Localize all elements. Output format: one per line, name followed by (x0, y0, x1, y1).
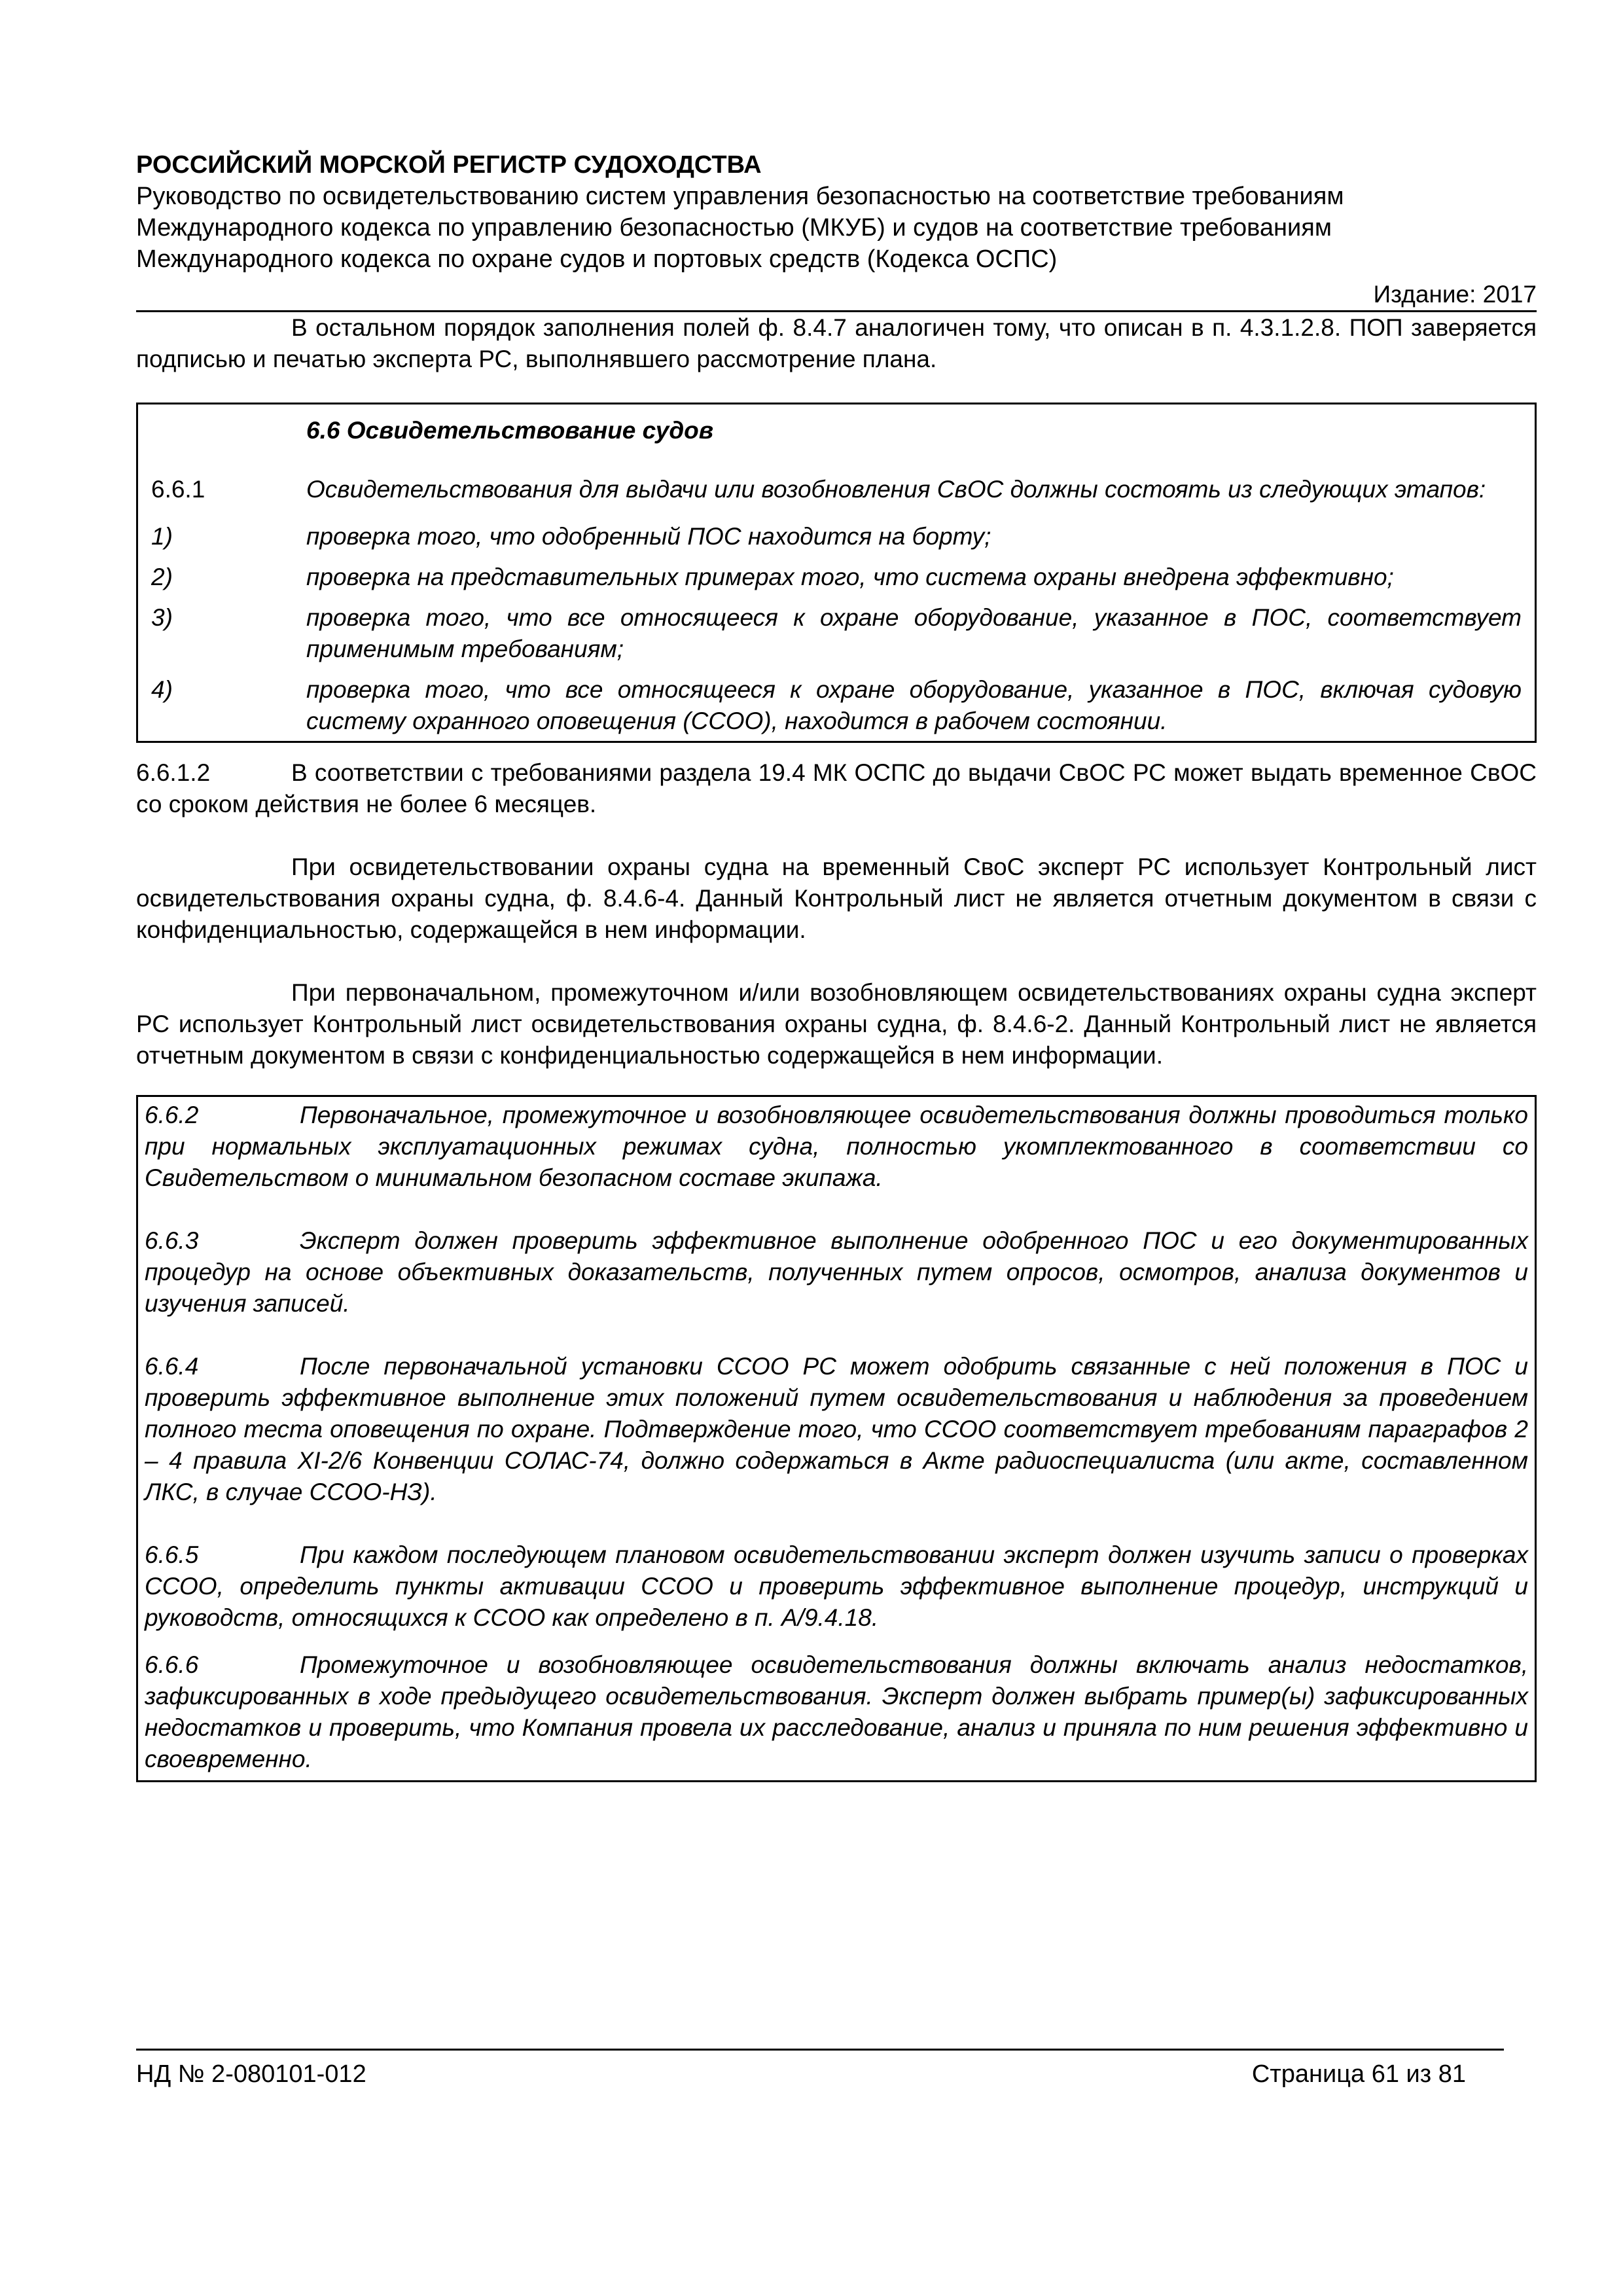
paragraph-6-6-1 (151, 474, 1522, 505)
paragraph-number: 6.6.1 (151, 476, 205, 503)
list-item-text: проверка того, что все относящееся к охране оборудование, указанное в ПОС, включая судовую систему охранного оповещения (ССОО), находится в рабочем состоянии. (306, 676, 1522, 734)
paragraph-6-6-6 (145, 1649, 1528, 1775)
paragraph-6-6-5 (145, 1539, 1528, 1634)
edition-label: Издание: 2017 (1373, 281, 1537, 308)
list-item-text: проверка на представительных примерах того, что система охраны внедрена эффективно; (306, 564, 1394, 590)
list-item (151, 562, 1522, 593)
paragraph-text: В соответствии с требованиями раздела 19.4 МК ОСПС до выдачи СвОС РС может выдать временное СвОС со сроком действия не более 6 месяцев. (136, 759, 1537, 817)
document-number: НД № 2-080101-012 (136, 2060, 366, 2088)
subtitle-line: Руководство по освидетельствованию систем управления безопасностью на соответствие требованиям (136, 183, 1344, 210)
paragraph-number: 6.6.1.2 (136, 759, 211, 786)
list-item-text: проверка того, что все относящееся к охране оборудование, указанное в ПОС, соответствует применимым требованиям; (306, 604, 1522, 662)
paragraph-text: Эксперт должен проверить эффективное выполнение одобренного ПОС и его документированных процедур на основе объективных доказательств, полученных путем опросов, осмотров, анализа документов и изучения записей. (145, 1227, 1528, 1317)
list-item (151, 521, 1522, 552)
page-number: Страница 61 из 81 (1251, 2060, 1466, 2088)
section-6-6-2-box (136, 1095, 1537, 1782)
list-item-number: 2) (151, 564, 173, 590)
list-item-number: 1) (151, 523, 173, 550)
list-item (151, 602, 1522, 665)
document-subtitle (136, 181, 1537, 275)
intro-paragraph: В остальном порядок заполнения полей ф. 8.4.7 аналогичен тому, что описан в п. 4.3.1.2.8. ПОП заверяется подписью и печатью эксперта РС, выполнявшего рассмотрение плана. (136, 314, 1537, 372)
page-content (136, 149, 1537, 1782)
paragraph-number: 6.6.2 (145, 1102, 199, 1128)
paragraph-6-6-3 (145, 1225, 1528, 1319)
paragraph-text: Первоначальное, промежуточное и возобновляющее освидетельствования должны проводиться только при нормальных эксплуатационных режимах судна, полностью укомплектованного в соответствии со Свидетельством о минимальном безопасном составе экипажа. (145, 1102, 1528, 1191)
paragraph-6-6-2 (145, 1100, 1528, 1194)
section-6-6-box (136, 403, 1537, 743)
paragraph-number: 6.6.5 (145, 1541, 199, 1568)
paragraph-text: При каждом последующем плановом освидетельствовании эксперт должен изучить записи о проверках ССОО, определить пункты активации ССОО и проверить эффективное выполнение процедур, инструкций и руководств, относящихся к ССОО как определено в п. А/9.4.18. (145, 1541, 1528, 1631)
paragraph-text: После первоначальной установки ССОО РС может одобрить связанные с ней положения в ПОС и проверить эффективное выполнение этих положений путем освидетельствования и наблюдения за проведением полного теста оповещения по охране. Подтверждение того, что ССОО соответствует требованиям параграфов 2 – 4 правила XI-2/6 Конвенции СОЛАС-74, должно содержаться в Акте радиоспециалиста (или акте, составленном ЛКС, в случае ССОО-НЗ). (145, 1353, 1528, 1505)
list-item-number: 4) (151, 676, 173, 703)
list-item (151, 674, 1522, 737)
section-heading: 6.6 Освидетельствование судов (306, 417, 714, 444)
paragraph-6-6-1-2 (136, 757, 1537, 820)
paragraph-number: 6.6.4 (145, 1353, 199, 1380)
subtitle-line: Международного кодекса по управлению безопасностью (МКУБ) и судов на соответствие требованиям (136, 214, 1332, 242)
paragraph-text: Промежуточное и возобновляющее освидетельствования должны включать анализ недостатков, зафиксированных в ходе предыдущего освидетельствования. Эксперт должен выбрать пример(ы) зафиксированных недостатков и проверить, что Компания провела их расследование, анализ и приняла по ним решения эффективно и своевременно. (145, 1651, 1528, 1772)
paragraph-number: 6.6.6 (145, 1651, 199, 1678)
subtitle-line: Международного кодекса по охране судов и портовых средств (Кодекса ОСПС) (136, 245, 1058, 273)
list-item-number: 3) (151, 604, 173, 631)
paragraph-number: 6.6.3 (145, 1227, 199, 1254)
paragraph-text: Освидетельствования для выдачи или возобновления СвОС должны состоять из следующих этапов: (306, 476, 1486, 503)
footer-divider (136, 2049, 1504, 2051)
paragraph-6-6-4 (145, 1351, 1528, 1508)
list-item-text: проверка того, что одобренный ПОС находится на борту; (306, 523, 991, 550)
organization-title: РОССИЙСКИЙ МОРСКОЙ РЕГИСТР СУДОХОДСТВА (136, 151, 762, 179)
paragraph-initial-survey: При первоначальном, промежуточном и/или возобновляющем освидетельствованиях охраны судна эксперт РС использует Контрольный лист освидетельствования охраны судна, ф. 8.4.6-2. Данный Контрольный лист не является отчетным документом в связи с конфиденциальностью содержащейся в нем информации. (136, 979, 1537, 1069)
paragraph-temporary-certificate: При освидетельствовании охраны судна на временный СвоС эксперт РС использует Контрольный лист освидетельствования охраны судна, ф. 8.4.6-4. Данный Контрольный лист не является отчетным документом в связи с конфиденциальностью, содержащейся в нем информации. (136, 853, 1537, 943)
